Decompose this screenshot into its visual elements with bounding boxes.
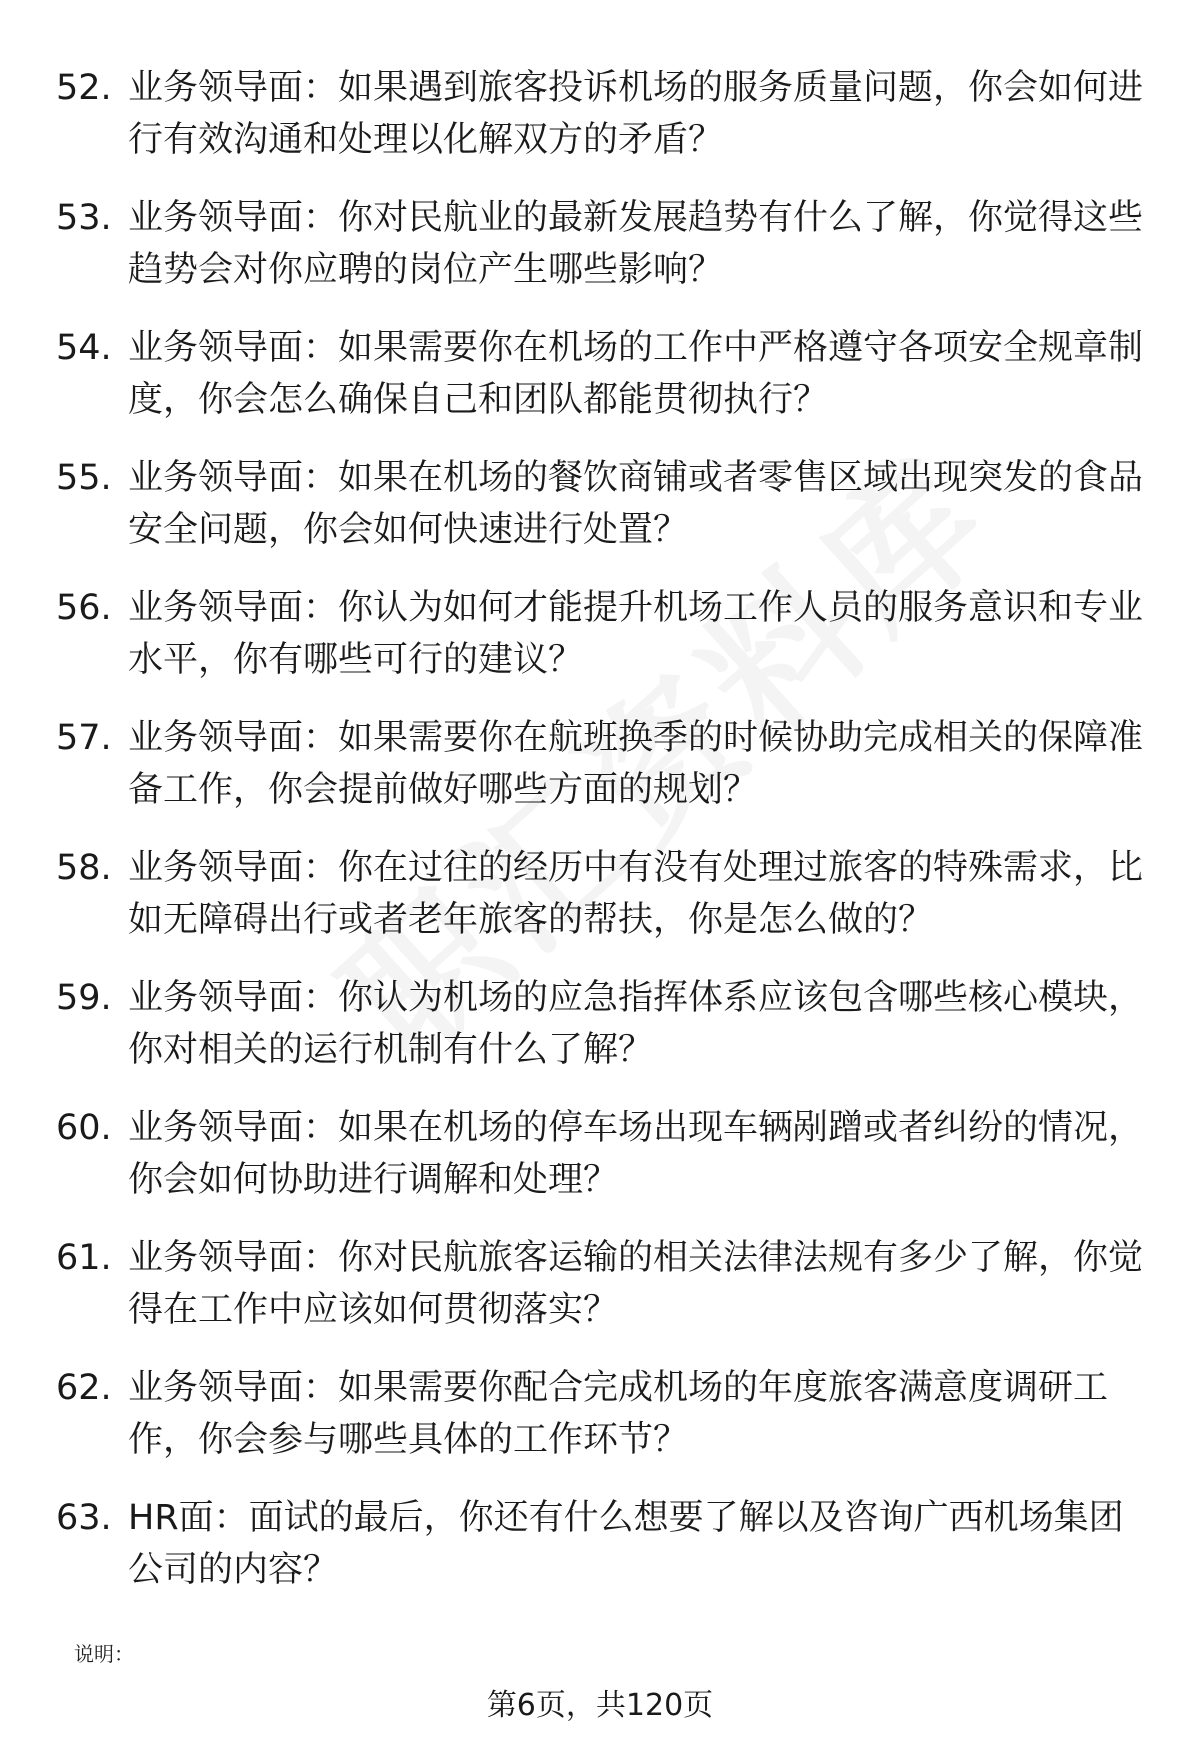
question-number: 56. [56,588,112,628]
question-text: 业务领导面：如果需要你在机场的工作中严格遵守各项安全规章制度，你会怎么确保自己和团队都能贯彻执行？ [128,328,1144,420]
question-text: HR面：面试的最后，你还有什么想要了解以及咨询广西机场集团公司的内容？ [128,1498,1124,1590]
question-item-61 [56,1232,1146,1336]
question-number: 62. [56,1368,112,1408]
question-text: 业务领导面：如果需要你配合完成机场的年度旅客满意度调研工作，你会参与哪些具体的工作环节？ [128,1368,1109,1460]
question-item-56 [56,582,1146,686]
question-item-52 [56,62,1146,166]
question-item-57 [56,712,1146,816]
question-number: 63. [56,1498,112,1538]
page-number-footer: 第6页，共120页 [486,1688,714,1723]
question-list [56,62,1146,1622]
question-number: 54. [56,328,112,368]
question-number: 58. [56,848,112,888]
question-text: 业务领导面：如果在机场的餐饮商铺或者零售区域出现突发的食品安全问题，你会如何快速进行处置？ [128,458,1144,550]
question-text: 业务领导面：你对民航业的最新发展趋势有什么了解，你觉得这些趋势会对你应聘的岗位产生哪些影响？ [128,198,1144,290]
question-text: 业务领导面：你对民航旅客运输的相关法律法规有多少了解，你觉得在工作中应该如何贯彻落实？ [128,1238,1144,1330]
question-text: 业务领导面：你认为机场的应急指挥体系应该包含哪些核心模块，你对相关的运行机制有什么了解？ [128,978,1144,1070]
question-item-62 [56,1362,1146,1466]
question-number: 59. [56,978,112,1018]
question-item-53 [56,192,1146,296]
question-item-63 [56,1492,1146,1596]
question-item-58 [56,842,1146,946]
question-number: 52. [56,68,112,108]
question-item-59 [56,972,1146,1076]
question-text: 业务领导面：你认为如何才能提升机场工作人员的服务意识和专业水平，你有哪些可行的建议？ [128,588,1144,680]
question-item-60 [56,1102,1146,1206]
question-number: 55. [56,458,112,498]
question-number: 60. [56,1108,112,1148]
question-number: 57. [56,718,112,758]
question-text: 业务领导面：你在过往的经历中有没有处理过旅客的特殊需求，比如无障碍出行或者老年旅客的帮扶，你是怎么做的？ [128,848,1144,940]
question-number: 61. [56,1238,112,1278]
note-label: 说明： [74,1642,134,1666]
question-item-54 [56,322,1146,426]
question-number: 53. [56,198,112,238]
question-text: 业务领导面：如果遇到旅客投诉机场的服务质量问题，你会如何进行有效沟通和处理以化解双方的矛盾？ [128,68,1144,160]
question-item-55 [56,452,1146,556]
question-text: 业务领导面：如果在机场的停车场出现车辆剐蹭或者纠纷的情况，你会如何协助进行调解和处理？ [128,1108,1144,1200]
question-text: 业务领导面：如果需要你在航班换季的时候协助完成相关的保障准备工作，你会提前做好哪些方面的规划？ [128,718,1144,810]
